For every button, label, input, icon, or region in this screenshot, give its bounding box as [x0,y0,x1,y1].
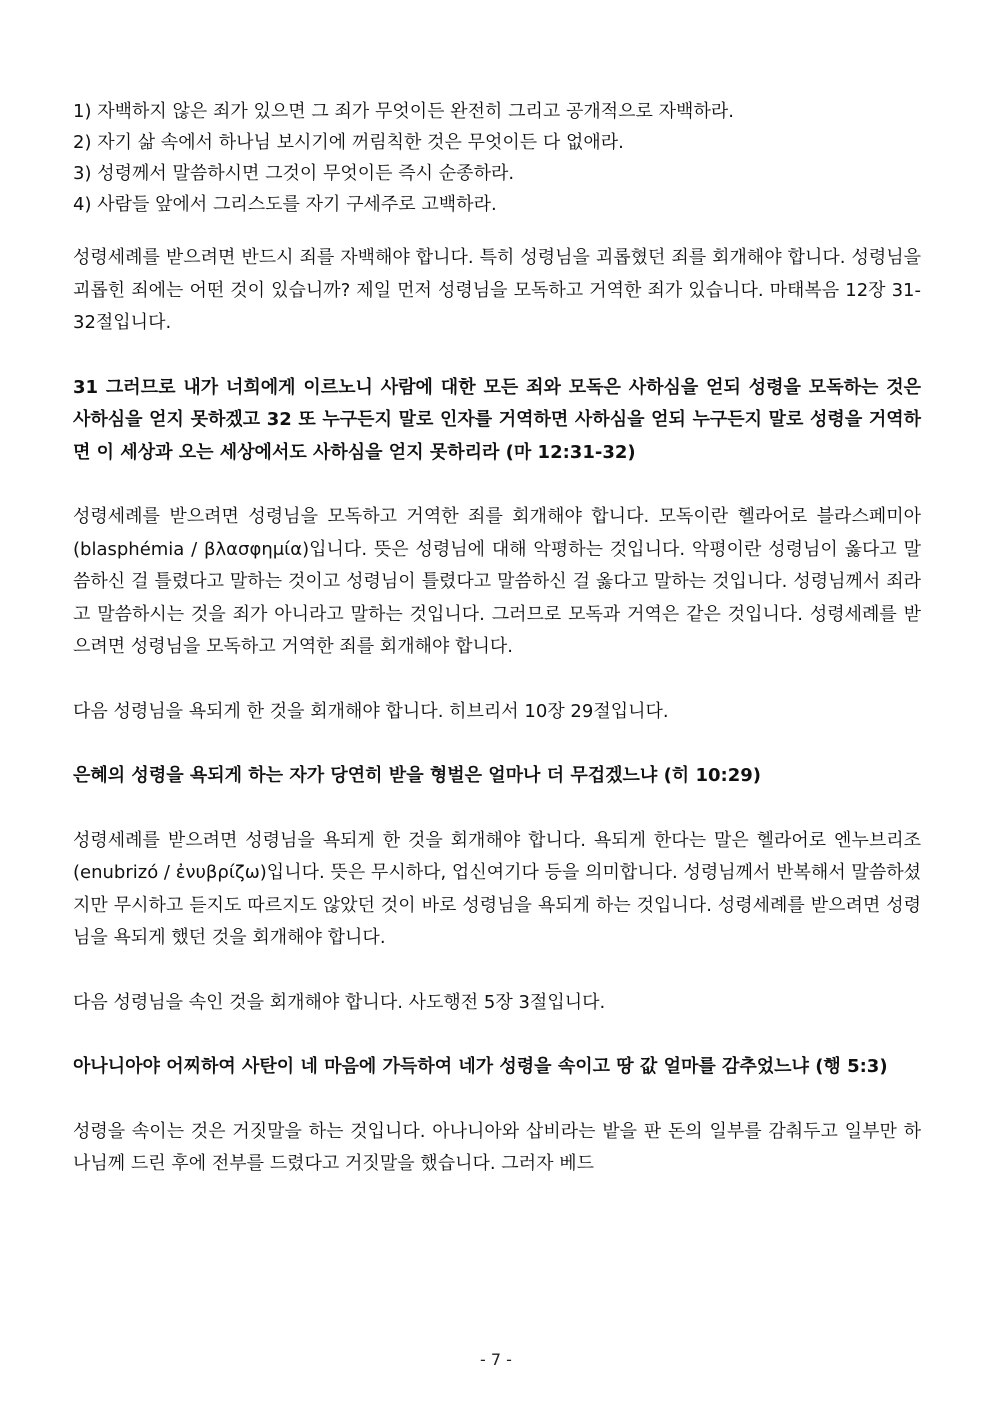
body-paragraph: 성령세례를 받으려면 성령님을 모독하고 거역한 죄를 회개해야 합니다. 모독이란 헬라어로 블라스페미아(blasphémia / βλασφημία)입니다. 뜻은 성령님에 대해 악평하는 것입니다. 악평이란 성령님이 옳다고 말씀하신 걸 틀렸다고 말하는 것이고 성령님이 틀렸다고 말씀하신 걸 옳다고 말하는 것입니다. 성령님께서 죄라고 말씀하시는 것을 죄가 아니라고 말하는 것입니다. 그러므로 모독과 거역은 같은 것입니다. 성령세례를 받으려면 성령님을 모독하고 거역한 죄를 회개해야 합니다. [73,506,921,657]
list-item: 3) 성령께서 말씀하시면 그것이 무엇이든 즉시 순종하라. [73,163,515,184]
body-paragraph: 성령세례를 받으려면 반드시 죄를 자백해야 합니다. 특히 성령님을 괴롭혔던 죄를 회개해야 합니다. 성령님을 괴롭힌 죄에는 어떤 것이 있습니까? 제일 먼저 성령님을 모독하고 거역한 죄가 있습니다. 마태복음 12장 31-32절입니다. [73,247,921,333]
body-paragraph: 성령세례를 받으려면 성령님을 욕되게 한 것을 회개해야 합니다. 욕되게 한다는 말은 헬라어로 엔누브리조(enubrizó / ἐνυβρίζω)입니다. 뜻은 무시하다, 업신여기다 등을 의미합니다. 성령님께서 반복해서 말씀하셨지만 무시하고 듣지도 따르지도 않았던 것이 바로 성령님을 욕되게 하는 것입니다. 성령세례를 받으려면 성령님을 욕되게 했던 것을 회개해야 합니다. [73,829,921,948]
list-item: 1) 자백하지 않은 죄가 있으면 그 죄가 무엇이든 완전히 그리고 공개적으로 자백하라. [73,101,734,122]
scripture-quote: 아나니아야 어찌하여 사탄이 네 마음에 가득하여 네가 성령을 속이고 땅 값 얼마를 감추었느냐 (행 5:3) [73,1056,888,1077]
body-paragraph: 다음 성령님을 욕되게 한 것을 회개해야 합니다. 히브리서 10장 29절입니다. [73,700,669,722]
list-item: 4) 사람들 앞에서 그리스도를 자기 구세주로 고백하라. [73,194,497,215]
body-paragraph: 성령을 속이는 것은 거짓말을 하는 것입니다. 아나니아와 삽비라는 밭을 판 돈의 일부를 감춰두고 일부만 하나님께 드린 후에 전부를 드렸다고 거짓말을 했습니다. 그러자 베드 [73,1120,921,1174]
scripture-quote: 31 그러므로 내가 너희에게 이르노니 사람에 대한 모든 죄와 모독은 사하심을 얻되 성령을 모독하는 것은 사하심을 얻지 못하겠고 32 또 누구든지 말로 인자를 거역하면 사하심을 얻되 누구든지 말로 성령을 거역하면 이 세상과 오는 세상에서도 사하심을 얻지 못하리라 (마 12:31-32) [73,376,921,463]
list-item: 2) 자기 삶 속에서 하나님 보시기에 꺼림칙한 것은 무엇이든 다 없애라. [73,132,624,153]
scripture-quote: 은혜의 성령을 욕되게 하는 자가 당연히 받을 형벌은 얼마나 더 무겁겠느냐 (히 10:29) [73,765,761,786]
steps-list [73,96,921,220]
page-number: - 7 - [480,1350,512,1369]
document-page [73,96,921,1181]
body-paragraph: 다음 성령님을 속인 것을 회개해야 합니다. 사도행전 5장 3절입니다. [73,991,606,1013]
